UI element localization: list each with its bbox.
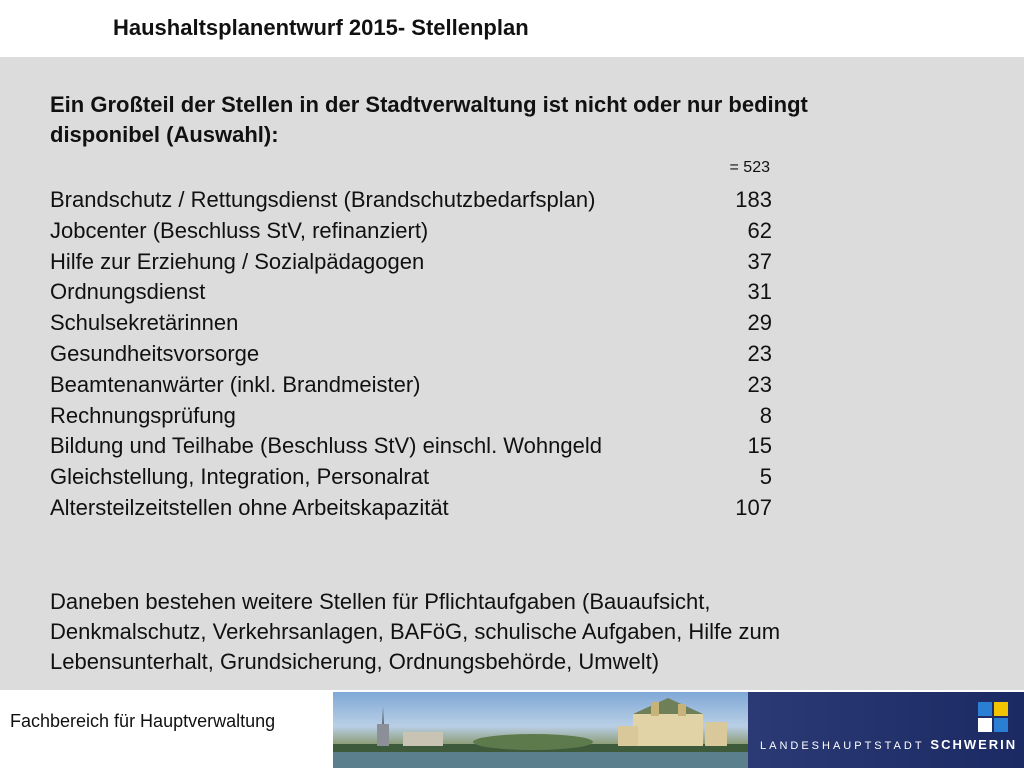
item-label: Gleichstellung, Integration, Personalrat [50,464,430,490]
item-value: 37 [747,248,772,274]
outro-line: Denkmalschutz, Verkehrsanlagen, BAFöG, schulische Aufgaben, Hilfe zum [50,619,781,644]
item-label: Gesundheitsvorsorge [50,340,260,366]
list-item [50,431,772,462]
position-list [50,185,772,524]
slide-content [0,57,1024,690]
slide-footer [0,690,1024,768]
department-name: Fachbereich für Hauptverwaltung [10,711,276,731]
list-item [50,247,772,278]
total-value: = 523 [729,159,770,176]
intro-line: Ein Großteil der Stellen in der Stadtverwaltung ist nicht oder nur bedingt [50,92,808,117]
city-skyline-photo [333,692,748,768]
page-title: Haushaltsplanentwurf 2015- Stellenplan [113,15,529,40]
item-label: Altersteilzeitstellen ohne Arbeitskapazität [50,494,449,520]
item-label: Beamtenanwärter (inkl. Brandmeister) [50,371,421,397]
item-label: Brandschutz / Rettungsdienst (Brandschutzbedarfsplan) [50,187,596,212]
intro-text [50,90,950,150]
item-value: 29 [747,310,772,336]
item-value: 15 [747,433,772,459]
item-label: Bildung und Teilhabe (Beschluss StV) einschl. Wohngeld [50,433,602,459]
item-label: Ordnungsdienst [50,279,206,305]
item-value: 183 [735,187,772,212]
item-label: Rechnungsprüfung [50,402,236,428]
city-logo-icon [976,700,1012,734]
list-item [50,462,772,493]
slide-header [0,0,1024,57]
list-item [50,493,772,524]
city-brand-text [760,737,1017,752]
outro-text [50,587,950,677]
list-item [50,370,772,401]
brand-name: SCHWERIN [930,737,1018,752]
list-item [50,277,772,308]
list-item [50,308,772,339]
list-item [50,401,772,432]
item-value: 107 [735,494,772,520]
item-value: 23 [747,340,772,366]
item-value: 23 [747,371,772,397]
item-label: Schulsekretärinnen [50,310,239,336]
item-value: 62 [747,217,772,243]
brand-prefix: LANDESHAUPTSTADT [760,740,925,752]
outro-line: Daneben bestehen weitere Stellen für Pflichtaufgaben (Bauaufsicht, [50,589,711,614]
item-value: 8 [759,402,772,428]
intro-line: disponibel (Auswahl): [50,122,279,147]
item-label: Hilfe zur Erziehung / Sozialpädagogen [50,248,425,274]
city-brand-banner [748,692,1024,768]
list-item [50,185,772,216]
item-value: 31 [747,279,772,305]
outro-line: Lebensunterhalt, Grundsicherung, Ordnungsbehörde, Umwelt) [50,649,660,674]
castle-skyline-icon [333,692,748,768]
list-item [50,216,772,247]
item-label: Jobcenter (Beschluss StV, refinanziert) [50,217,429,243]
item-value: 5 [759,464,772,490]
list-item [50,339,772,370]
